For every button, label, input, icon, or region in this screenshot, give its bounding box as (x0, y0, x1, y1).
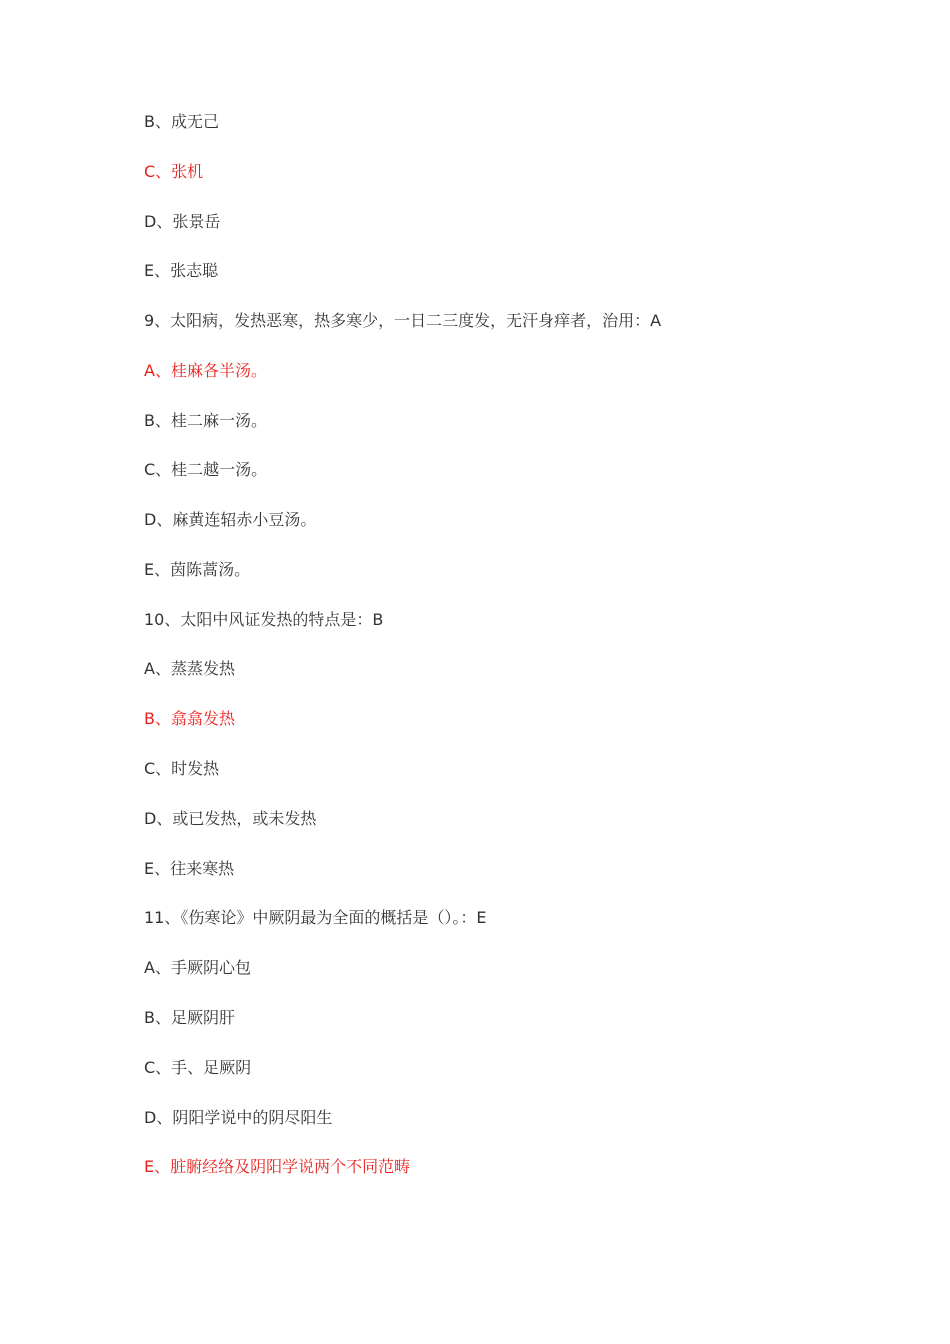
question-10: 10、太阳中风证发热的特点是：B (144, 610, 384, 629)
option-c-zhang-ji-correct: C、张机 (144, 162, 204, 181)
option-b-cheng-wuji: B、成无己 (144, 112, 219, 131)
question-9: 9、太阳病，发热恶寒，热多寒少，一日二三度发，无汗身痒者，治用：A (144, 311, 662, 330)
q10-option-e: E、往来寒热 (144, 859, 235, 878)
q11-option-b: B、足厥阴肝 (144, 1008, 235, 1027)
question-11: 11、《伤寒论》中厥阴最为全面的概括是（）。：E (144, 908, 487, 927)
q9-option-d: D、麻黄连轺赤小豆汤。 (144, 510, 317, 529)
q10-option-a: A、蒸蒸发热 (144, 659, 235, 678)
option-e-zhang-zhicong: E、张志聪 (144, 261, 219, 280)
q10-option-b-correct: B、翕翕发热 (144, 709, 235, 728)
q9-option-a-correct: A、桂麻各半汤。 (144, 361, 267, 380)
q9-option-c: C、桂二越一汤。 (144, 460, 268, 479)
q11-option-e-correct: E、脏腑经络及阴阳学说两个不同范畴 (144, 1157, 411, 1176)
q9-option-b: B、桂二麻一汤。 (144, 411, 267, 430)
q11-option-c: C、手、足厥阴 (144, 1058, 252, 1077)
q10-option-d: D、或已发热，或未发热 (144, 809, 317, 828)
q9-option-e: E、茵陈蒿汤。 (144, 560, 251, 579)
q10-option-c: C、时发热 (144, 759, 220, 778)
option-d-zhang-jingyue: D、张景岳 (144, 212, 221, 231)
q11-option-d: D、阴阳学说中的阴尽阳生 (144, 1108, 333, 1127)
q11-option-a: A、手厥阴心包 (144, 958, 251, 977)
